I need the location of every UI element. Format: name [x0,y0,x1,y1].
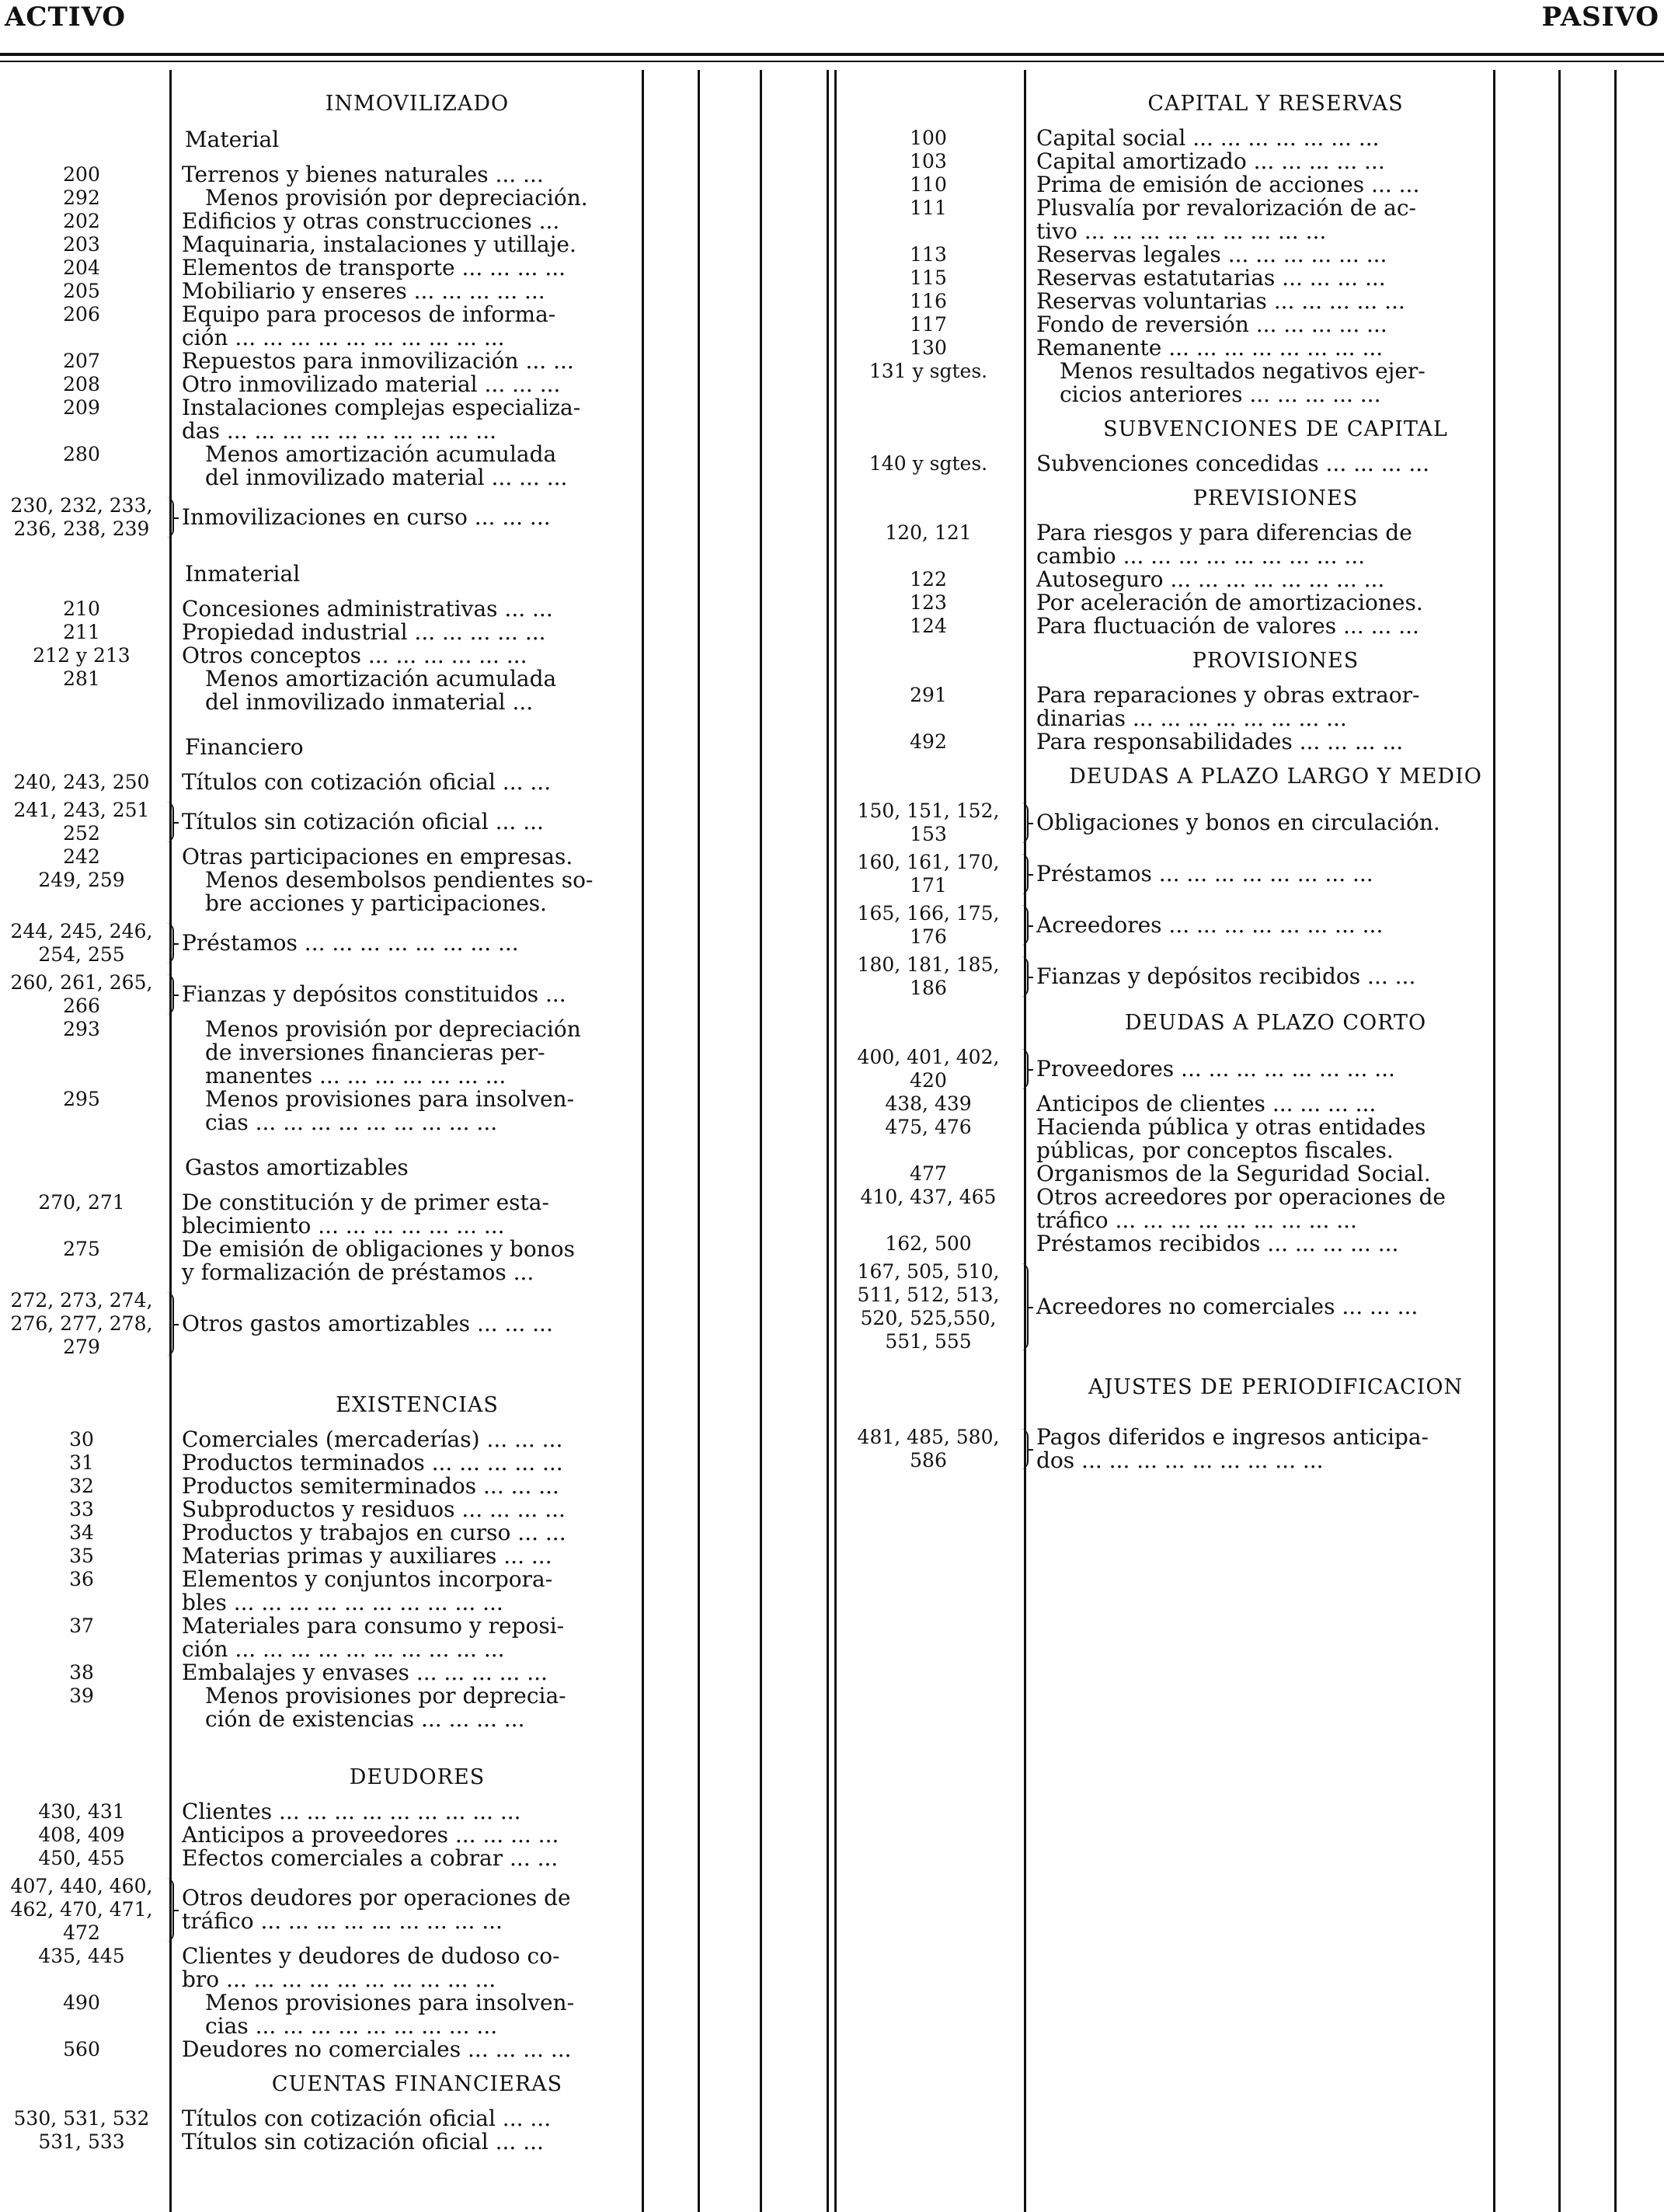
account-code: 450, 455 [38,1847,125,1869]
account-row [0,971,653,1018]
section-heading: EXISTENCIAS [336,1393,499,1417]
account-description: Menos resultados negativos ejer- cicios anteriores ... ... ... ... ... [1060,358,1426,407]
account-row [0,494,653,541]
account-code: 242 [63,845,100,868]
account-description: Comerciales (mercaderías) ... ... ... [182,1426,563,1452]
account-description: Acreedores no comerciales ... ... ... [1036,1294,1419,1319]
account-description: Obligaciones y bonos en circulación. [1036,810,1440,835]
account-row [0,2107,653,2130]
account-row [0,799,653,845]
account-row [0,1451,653,1475]
account-row [839,266,1515,290]
account-row [839,243,1515,266]
account-row [0,186,653,210]
cuentas-financieras-list [0,2107,653,2154]
section-heading: DEUDORES [349,1765,486,1789]
account-row [839,290,1515,313]
account-code: 210 [63,597,100,620]
account-description: Para fluctuación de valores ... ... ... [1036,613,1419,639]
account-code: 530, 531, 532 [13,2107,150,2130]
account-row [0,920,653,967]
account-row [0,667,653,714]
account-code: 206 [63,303,100,326]
account-row [839,197,1515,243]
account-description: Terrenos y bienes naturales ... ... [182,162,544,187]
account-code: 162, 500 [885,1232,972,1255]
account-row [0,597,653,621]
center-rule-1 [827,70,829,2212]
account-row [839,591,1515,615]
pasivo-column [839,81,1515,1472]
subsection-heading: Material [185,127,280,152]
account-description: Menos provisiones para insolven- cias ... ... ... ... ... ... ... ... ... [205,1086,575,1135]
account-row [0,280,653,303]
account-code: 36 [69,1568,94,1590]
account-code: 32 [69,1475,94,1497]
account-description: Clientes ... ... ... ... ... ... ... ... ... [182,1799,521,1824]
account-description: Reservas estatutarias ... ... ... ... [1036,265,1386,291]
brace-icon [1018,902,1036,949]
account-row [0,1428,653,1451]
account-code: 275 [63,1238,100,1260]
account-description: Subvenciones concedidas ... ... ... ... [1036,451,1430,476]
subsection-heading: Financiero [185,734,304,760]
account-code: 244, 245, 246, 254, 255 [10,920,153,966]
account-row [0,845,653,869]
account-row [0,210,653,233]
account-description: Otros acreedores por operaciones de tráfico ... ... ... ... ... ... ... ... ... [1036,1184,1446,1233]
account-description: Elementos de transporte ... ... ... ... [182,255,566,280]
account-code: 477 [910,1162,947,1185]
account-row [839,1116,1515,1162]
account-description: Autoseguro ... ... ... ... ... ... ... ... [1036,566,1385,592]
account-code: 292 [63,186,100,209]
pasivo-amount-rule-3 [1614,70,1617,2212]
account-code: 293 [63,1018,100,1040]
account-row [0,303,653,350]
account-row [0,1684,653,1731]
ajustes-list [839,1426,1515,1472]
brace-icon [1018,1426,1036,1472]
brace-icon [163,799,182,845]
account-description: Menos provisión por depreciación de inversiones financieras per- manentes ... ... ... ... ... ... ... [205,1016,581,1089]
account-description: Otros deudores por operaciones de tráfico ... ... ... ... ... ... ... ... ... [182,1885,571,1934]
account-description: Fianzas y depósitos constituidos ... [182,981,566,1007]
account-description: Títulos sin cotización oficial ... ... [182,809,544,834]
account-row [0,1088,653,1134]
account-row [839,568,1515,591]
account-description: Propiedad industrial ... ... ... ... ... [182,619,546,645]
account-description: Menos provisión por depreciación. [205,185,588,211]
account-code: 560 [63,2038,100,2060]
account-code: 38 [69,1661,94,1684]
account-description: Títulos sin cotización oficial ... ... [182,2129,544,2155]
account-code: 281 [63,667,100,690]
account-code: 270, 271 [38,1191,125,1214]
inmaterial-list [0,597,653,714]
account-row [0,256,653,280]
account-row [0,163,653,186]
account-description: Otros gastos amortizables ... ... ... [182,1311,553,1336]
account-description: Por aceleración de amortizaciones. [1036,590,1423,615]
account-code: 430, 431 [38,1800,125,1823]
account-description: Elementos y conjuntos incorpora- bles ... ... ... ... ... ... ... ... ... ... [182,1566,553,1615]
account-code: 209 [63,396,100,419]
account-code: 113 [910,243,947,266]
account-code: 492 [910,730,947,753]
account-code: 407, 440, 460, 462, 470, 471, 472 [10,1875,153,1944]
section-heading: INMOVILIZADO [325,92,510,116]
account-code: 120, 121 [885,521,972,544]
account-description: Prima de emisión de acciones ... ... [1036,172,1420,197]
account-code: 131 y sgtes. [869,360,988,382]
account-code: 34 [69,1521,94,1544]
account-row [0,1800,653,1824]
activo-heading: ACTIVO [5,2,127,33]
deudores-list [0,1800,653,2061]
activo-amount-rule-3 [760,70,762,2212]
account-description: Inmovilizaciones en curso ... ... ... [182,504,551,530]
account-description: Materias primas y auxiliares ... ... [182,1543,552,1569]
account-row [0,644,653,667]
brace-icon [1018,953,1036,1000]
account-code: 180, 181, 185, 186 [857,953,1000,999]
section-heading: DEUDAS A PLAZO CORTO [1124,1011,1427,1035]
account-code: 31 [69,1451,94,1474]
account-code: 531, 533 [38,2130,125,2153]
account-row [839,1046,1515,1092]
account-description: Anticipos a proveedores ... ... ... ... [182,1822,559,1848]
account-description: Fondo de reversión ... ... ... ... ... [1036,312,1387,337]
account-code: 249, 259 [38,869,125,891]
account-code: 410, 437, 465 [860,1186,997,1208]
account-code: 211 [63,621,100,643]
account-row [0,1475,653,1498]
account-row [0,771,653,794]
account-code: 208 [63,373,100,395]
account-code: 140 y sgtes. [869,452,988,475]
account-code: 291 [910,684,947,706]
account-description: Préstamos ... ... ... ... ... ... ... ... [182,930,519,956]
account-description: Menos provisiones para insolven- cias ... ... ... ... ... ... ... ... ... [205,1990,575,2039]
account-code: 207 [63,350,100,372]
gastos-list [0,1191,653,1359]
material-list [0,163,653,541]
subsection-heading: Inmaterial [185,561,301,587]
account-description: Capital amortizado ... ... ... ... ... [1036,148,1385,174]
account-code: 204 [63,256,100,279]
account-description: Préstamos recibidos ... ... ... ... ... [1036,1231,1399,1256]
brace-icon [163,971,182,1018]
account-row [0,2038,653,2061]
account-description: Mobiliario y enseres ... ... ... ... ... [182,278,545,304]
account-code: 240, 243, 250 [13,771,150,793]
account-description: Préstamos ... ... ... ... ... ... ... ... [1036,861,1373,887]
account-row [0,1991,653,2038]
account-row [0,2130,653,2154]
account-description: Acreedores ... ... ... ... ... ... ... ... [1036,912,1384,938]
account-row [839,953,1515,1000]
account-description: Capital social ... ... ... ... ... ... ... [1036,125,1380,151]
account-code: 111 [910,197,947,219]
account-code: 33 [69,1498,94,1521]
account-row [839,150,1515,173]
section-heading: SUBVENCIONES DE CAPITAL [1103,417,1448,441]
account-description: Anticipos de clientes ... ... ... ... [1036,1091,1377,1116]
account-code: 160, 161, 170, 171 [857,851,1000,897]
section-heading: CUENTAS FINANCIERAS [271,2072,563,2096]
account-row [839,521,1515,568]
account-code: 103 [910,150,947,172]
account-code: 260, 261, 265, 266 [10,971,153,1017]
brace-icon [163,494,182,541]
center-rule-2 [834,70,837,2212]
account-code: 272, 273, 274, 276, 277, 278, 279 [10,1289,153,1358]
account-code: 200 [63,163,100,186]
account-code: 438, 439 [885,1092,972,1115]
account-row [0,350,653,373]
deudas-largo-list [839,799,1515,1000]
account-description: Plusvalía por revalorización de ac- tivo ... ... ... ... ... ... ... ... ... [1036,195,1417,244]
account-code: 117 [910,313,947,336]
account-code: 116 [910,290,947,312]
account-row [839,1426,1515,1472]
account-description: Clientes y deudores de dudoso co- bro ... ... ... ... ... ... ... ... ... ... [182,1943,560,1992]
account-code: 115 [910,266,947,289]
account-description: Otras participaciones en empresas. [182,844,573,869]
account-row [0,443,653,489]
account-row [839,336,1515,360]
account-row [839,1232,1515,1256]
account-code: 203 [63,233,100,256]
account-row [0,396,653,443]
account-row [839,684,1515,730]
account-code: 30 [69,1428,94,1451]
account-row [839,173,1515,197]
brace-icon [163,920,182,967]
account-description: Productos terminados ... ... ... ... ... [182,1450,563,1475]
account-code: 435, 445 [38,1945,125,1967]
account-row [0,869,653,915]
account-description: Equipo para procesos de informa- ción ... ... ... ... ... ... ... ... ... ... [182,301,556,350]
account-description: Para reparaciones y obras extraor- dinarias ... ... ... ... ... ... ... ... [1036,682,1420,731]
account-code: 167, 505, 510, 511, 512, 513, 520, 525,550, 551, 555 [857,1260,1000,1353]
account-description: Proveedores ... ... ... ... ... ... ... ... [1036,1056,1395,1082]
account-row [839,851,1515,897]
brace-icon [1018,1260,1036,1353]
brace-icon [1018,799,1036,846]
account-code: 241, 243, 251 252 [13,799,150,845]
section-heading: PREVISIONES [1192,486,1359,510]
account-row [839,1260,1515,1353]
account-row [839,799,1515,846]
account-row [839,730,1515,754]
account-description: Hacienda pública y otras entidades públicas, por conceptos fiscales. [1036,1114,1426,1163]
account-description: Pagos diferidos e ingresos anticipa- dos ... ... ... ... ... ... ... ... ... [1036,1424,1429,1473]
account-code: 35 [69,1545,94,1567]
subvenciones-list [839,452,1515,475]
account-row [0,1545,653,1568]
account-description: Organismos de la Seguridad Social. [1036,1161,1431,1186]
brace-icon [1018,851,1036,897]
account-description: Maquinaria, instalaciones y utillaje. [182,232,576,257]
account-row [0,621,653,644]
provisiones-list [839,684,1515,754]
account-description: Materiales para consumo y reposi- ción ... ... ... ... ... ... ... ... ... ... [182,1613,565,1662]
account-row [839,1186,1515,1232]
account-description: Otros conceptos ... ... ... ... ... ... [182,643,527,668]
header-rule-thin [0,61,1664,62]
account-row [0,1824,653,1847]
account-description: Instalaciones complejas especializa- das ... ... ... ... ... ... ... ... ... ... [182,395,581,444]
pasivo-amount-rule-2 [1558,70,1561,2212]
account-description: Menos amortización acumulada del inmovilizado inmaterial ... [205,666,557,715]
account-row [839,127,1515,150]
account-description: Menos amortización acumulada del inmovilizado material ... ... ... [205,441,568,490]
account-code: 39 [69,1684,94,1707]
header-rule-thick [0,53,1664,56]
account-description: Efectos comerciales a cobrar ... ... [182,1845,559,1871]
account-description: Para riesgos y para diferencias de cambio ... ... ... ... ... ... ... ... ... [1036,520,1412,569]
account-description: Subproductos y residuos ... ... ... ... [182,1496,566,1522]
account-description: Para responsabilidades ... ... ... ... [1036,729,1404,754]
account-row [839,902,1515,949]
account-code: 123 [910,591,947,614]
section-heading: CAPITAL Y RESERVAS [1147,92,1404,116]
account-row [0,1568,653,1615]
account-description: Menos provisiones por deprecia- ción de existencias ... ... ... ... [205,1683,566,1732]
activo-amount-rule-2 [698,70,700,2212]
account-code: 37 [69,1615,94,1637]
account-code: 130 [910,336,947,359]
account-description: Títulos con cotización oficial ... ... [182,2106,552,2131]
account-code: 110 [910,173,947,196]
account-code: 490 [63,1991,100,2014]
account-row [0,1191,653,1238]
account-row [839,1162,1515,1186]
account-row [0,1018,653,1088]
account-description: Otro inmovilizado material ... ... ... [182,371,561,397]
account-row [0,1521,653,1545]
account-description: Reservas voluntarias ... ... ... ... ... [1036,288,1405,314]
account-row [0,373,653,396]
activo-column [0,81,653,2154]
account-description: Deudores no comerciales ... ... ... ... [182,2036,572,2062]
account-row [0,1289,653,1359]
account-row [0,1847,653,1870]
brace-icon [163,1289,182,1359]
account-row [0,1615,653,1661]
account-row [0,1875,653,1945]
account-description: Concesiones administrativas ... ... [182,596,553,622]
account-description: Títulos con cotización oficial ... ... [182,769,552,795]
account-row [0,1238,653,1284]
account-code: 481, 485, 580, 586 [857,1426,1000,1472]
account-description: De emisión de obligaciones y bonos y formalización de préstamos ... [182,1236,575,1285]
account-description: Edificios y otras construcciones ... [182,208,560,234]
brace-icon [1018,1046,1036,1092]
account-description: De constitución y de primer esta- blecimiento ... ... ... ... ... ... ... [182,1190,549,1238]
account-code: 295 [63,1088,100,1110]
account-code: 202 [63,210,100,232]
account-row [839,1092,1515,1116]
page-header [0,0,1664,47]
subsection-heading: Gastos amortizables [185,1155,409,1180]
account-description: Repuestos para inmovilización ... ... [182,348,574,374]
account-description: Reservas legales ... ... ... ... ... ... [1036,242,1387,267]
account-description: Embalajes y envases ... ... ... ... ... [182,1660,548,1685]
brace-icon [163,1875,182,1945]
financiero-list [0,771,653,1134]
account-row [0,1945,653,1991]
account-code: 205 [63,280,100,302]
account-code: 212 y 213 [33,644,131,667]
section-heading: AJUSTES DE PERIODIFICACION [1088,1375,1464,1399]
section-heading: DEUDAS A PLAZO LARGO Y MEDIO [1069,765,1482,789]
account-code: 280 [63,443,100,465]
previsiones-list [839,521,1515,638]
account-code: 230, 232, 233, 236, 238, 239 [10,494,153,540]
account-row [839,313,1515,336]
account-code: 475, 476 [885,1116,972,1138]
account-code: 100 [910,127,947,149]
account-description: Productos semiterminados ... ... ... [182,1473,559,1499]
account-code: 150, 151, 152, 153 [857,799,1000,845]
account-code: 165, 166, 175, 176 [857,902,1000,948]
existencias-list [0,1428,653,1731]
account-description: Fianzas y depósitos recibidos ... ... [1036,963,1416,989]
account-row [0,1661,653,1684]
account-row [839,615,1515,638]
account-description: Menos desembolsos pendientes so- bre acciones y participaciones. [205,867,594,916]
deudas-corto-list [839,1046,1515,1353]
account-code: 408, 409 [38,1824,125,1846]
account-row [0,1498,653,1521]
account-description: Remanente ... ... ... ... ... ... ... ... [1036,335,1384,361]
account-row [839,452,1515,475]
account-code: 400, 401, 402, 420 [857,1046,1000,1092]
account-row [839,360,1515,406]
account-code: 124 [910,615,947,637]
pasivo-heading: PASIVO [1541,2,1659,33]
section-heading: PROVISIONES [1192,649,1359,673]
account-description: Productos y trabajos en curso ... ... [182,1520,566,1545]
account-row [0,233,653,256]
account-code: 122 [910,568,947,590]
capital-list [839,127,1515,406]
